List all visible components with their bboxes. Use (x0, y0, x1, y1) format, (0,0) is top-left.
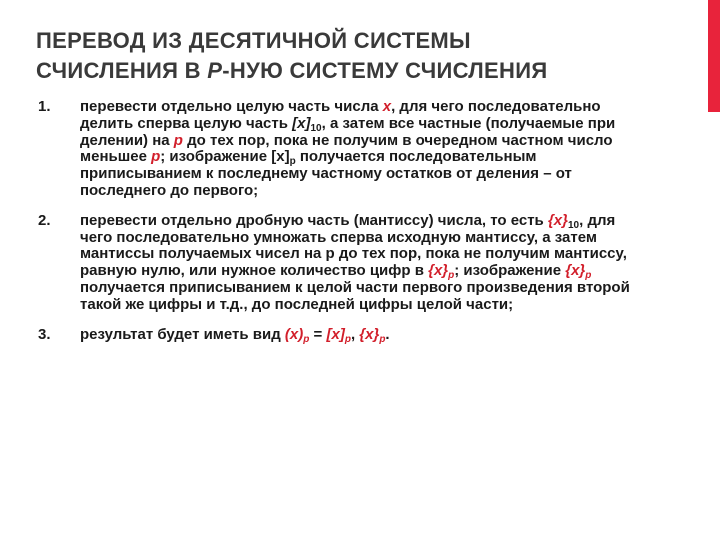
formula-fraction-part-p: {x} (428, 262, 449, 280)
item-text: получается последовательным приписыванием к последнему частному остатков от деления – от последнего до первого; (80, 148, 572, 199)
formula-fraction-part-p: {x} (565, 262, 586, 280)
item-text: ; изображение (160, 148, 272, 166)
subscript: p (289, 156, 296, 168)
steps-list (36, 99, 636, 343)
list-item (36, 99, 636, 200)
item-text: = (309, 325, 327, 343)
item-text: , для чего последовательно делить сперва целую часть (80, 98, 601, 132)
formula-integer-part-p: [x] (271, 148, 290, 166)
formula-p: p (173, 131, 183, 149)
title-line-1: ПЕРЕВОД ИЗ ДЕСЯТИЧНОЙ СИСТЕМЫ (36, 28, 471, 53)
title-line-2-suffix: -НУЮ СИСТЕМУ СЧИСЛЕНИЯ (222, 58, 548, 83)
item-text: результат будет иметь вид (80, 325, 285, 343)
title-p-variable: P (207, 58, 223, 83)
subscript: 10 (310, 122, 322, 134)
item-number: 3. (38, 325, 51, 343)
item-text: . (385, 325, 390, 343)
formula-fraction-part: {x} (547, 211, 568, 229)
title-line-2 (36, 56, 696, 86)
slide-title (36, 26, 696, 86)
list-item (36, 327, 636, 344)
subscript: p (448, 270, 455, 282)
formula-x: x (382, 98, 392, 115)
item-text: , а затем все частные (получаемые при делении) на (80, 114, 616, 149)
subscript: р (379, 333, 386, 345)
item-text: получается приписыванием к целой части первого произведения второй такой же цифры и т.д., до последней цифры целой части; (80, 278, 630, 313)
item-text: до тех пор, пока не получим в очередном частном число меньшее (80, 131, 613, 166)
item-text: , для чего последовательно умножать сперва исходную мантиссу, а затем мантиссы получаемых чисел на р до тех пор, пока не получим мантиссу, равную нулю, или нужное количество цифр в (80, 211, 627, 280)
subscript: 10 (567, 219, 580, 231)
formula-fraction-part-p: {x} (359, 325, 380, 343)
title-line-2-prefix: СЧИСЛЕНИЯ В (36, 58, 208, 83)
item-number: 1. (38, 98, 51, 115)
item-number: 2. (38, 211, 51, 229)
item-text: перевести отдельно целую часть числа (80, 98, 383, 115)
formula-result: (x) (284, 325, 304, 343)
list-item (36, 213, 636, 314)
formula-p: p (151, 148, 161, 166)
subscript: р (303, 333, 310, 345)
item-text: ; изображение (454, 262, 566, 280)
subscript: p (585, 270, 592, 282)
accent-bar (708, 0, 720, 112)
formula-integer-part: [x] (292, 114, 311, 132)
subscript: р (344, 333, 351, 345)
item-text: перевести отдельно дробную часть (мантиссу) числа, то есть (80, 211, 548, 229)
formula-integer-part-p: [x] (326, 325, 345, 343)
item-text: , (350, 325, 360, 343)
